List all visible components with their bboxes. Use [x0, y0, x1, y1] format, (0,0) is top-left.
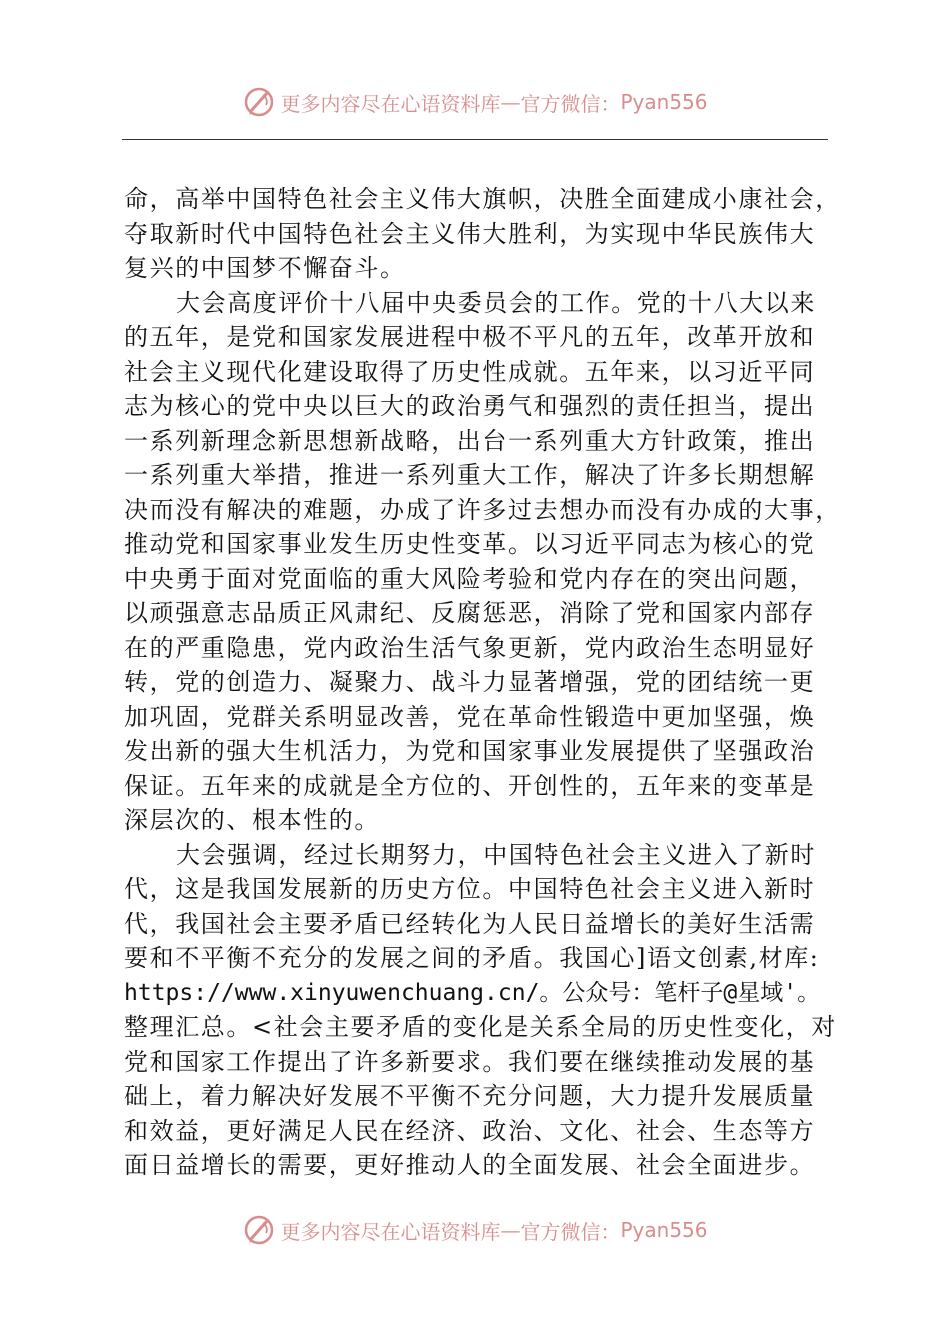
- footer-watermark-banner: [0, 1210, 950, 1250]
- pen-logo-icon: [242, 85, 276, 119]
- header-banner-label: 官方微信：: [520, 91, 621, 116]
- body-line: 中央勇于面对党面临的重大风险考验和党内存在的突出问题，: [124, 564, 816, 593]
- body-line: 决而没有解决的难题，办成了许多过去想办而没有办成的大事，: [124, 495, 841, 524]
- document-body: [124, 182, 841, 1183]
- body-line: 加巩固，党群关系明显改善，党在革命性锻造中更加坚强，焕: [124, 702, 816, 731]
- body-line: 一系列新理念新思想新战略，出台一系列重大方针政策，推出: [124, 426, 816, 455]
- body-line: 代，这是我国发展新的历史方位。中国特色社会主义进入新时: [124, 875, 816, 903]
- body-line: 夺取新时代中国特色社会主义伟大胜利，为实现中华民族伟大: [124, 219, 816, 248]
- header-divider: [122, 139, 828, 140]
- header-banner-wechat-id: Pyan556: [620, 90, 708, 114]
- header-watermark-banner: [0, 82, 950, 122]
- header-banner-dash: —: [500, 90, 521, 114]
- body-line: 命，高举中国特色社会主义伟大旗帜，决胜全面建成小康社会，: [124, 185, 841, 213]
- header-banner-text: 更多内容尽在心语资料库: [280, 91, 501, 116]
- body-line: 的五年，是党和国家发展进程中极不平凡的五年，改革开放和: [124, 323, 816, 351]
- body-line: 发出新的强大生机活力，为党和国家事业发展提供了坚强政治: [124, 737, 816, 765]
- pen-logo-icon: [242, 1213, 276, 1247]
- body-line: 和效益，更好满足人民在经济、政治、文化、社会、生态等方: [124, 1116, 816, 1145]
- body-line: 在的严重隐患，党内政治生活气象更新，党内政治生态明显好: [124, 633, 816, 662]
- footer-banner-wechat-id: Pyan556: [620, 1218, 708, 1242]
- body-line: 以顽强意志品质正风肃纪、反腐惩恶，消除了党和国家内部存: [124, 599, 816, 627]
- body-line: 一系列重大举措，推进一系列重大工作，解决了许多长期想解: [124, 461, 816, 489]
- body-line: 党和国家工作提出了许多新要求。我们要在继续推动发展的基: [124, 1047, 816, 1076]
- body-line: 础上，着力解决好发展不平衡不充分问题，大力提升发展质量: [124, 1082, 816, 1110]
- body-line: 推动党和国家事业发生历史性变革。以习近平同志为核心的党: [124, 530, 816, 558]
- body-line: 转，党的创造力、凝聚力、战斗力显著增强，党的团结统一更: [124, 668, 816, 696]
- paragraph-start-line: 大会强调，经过长期努力，中国特色社会主义进入了新时: [176, 840, 816, 869]
- body-line: 社会主义现代化建设取得了历史性成就。五年来，以习近平同: [124, 357, 816, 386]
- url-line: https://www.xinyuwenchuang.cn/。公众号：笔杆子@星域'。: [124, 979, 821, 1006]
- body-line: 要和不平衡不充分的发展之间的矛盾。我国心]语文创素,材库:: [124, 944, 820, 972]
- footer-banner-label: 官方微信：: [520, 1219, 621, 1244]
- body-line: 面日益增长的需要，更好推动人的全面发展、社会全面进步。: [124, 1151, 816, 1179]
- footer-banner-dash: —: [500, 1218, 521, 1242]
- paragraph-start-line: 大会高度评价十八届中央委员会的工作。党的十八大以来: [176, 288, 816, 317]
- body-line: 深层次的、根本性的。: [124, 806, 380, 834]
- footer-banner-text: 更多内容尽在心语资料库: [280, 1219, 501, 1244]
- body-line: 志为核心的党中央以巨大的政治勇气和强烈的责任担当，提出: [124, 392, 816, 420]
- body-line: 整理汇总。<社会主要矛盾的变化是关系全局的历史性变化，对: [124, 1013, 837, 1041]
- body-line: 复兴的中国梦不懈奋斗。: [124, 254, 406, 282]
- body-line: 保证。五年来的成就是全方位的、开创性的，五年来的变革是: [124, 771, 816, 800]
- body-line: 代，我国社会主要矛盾已经转化为人民日益增长的美好生活需: [124, 909, 816, 938]
